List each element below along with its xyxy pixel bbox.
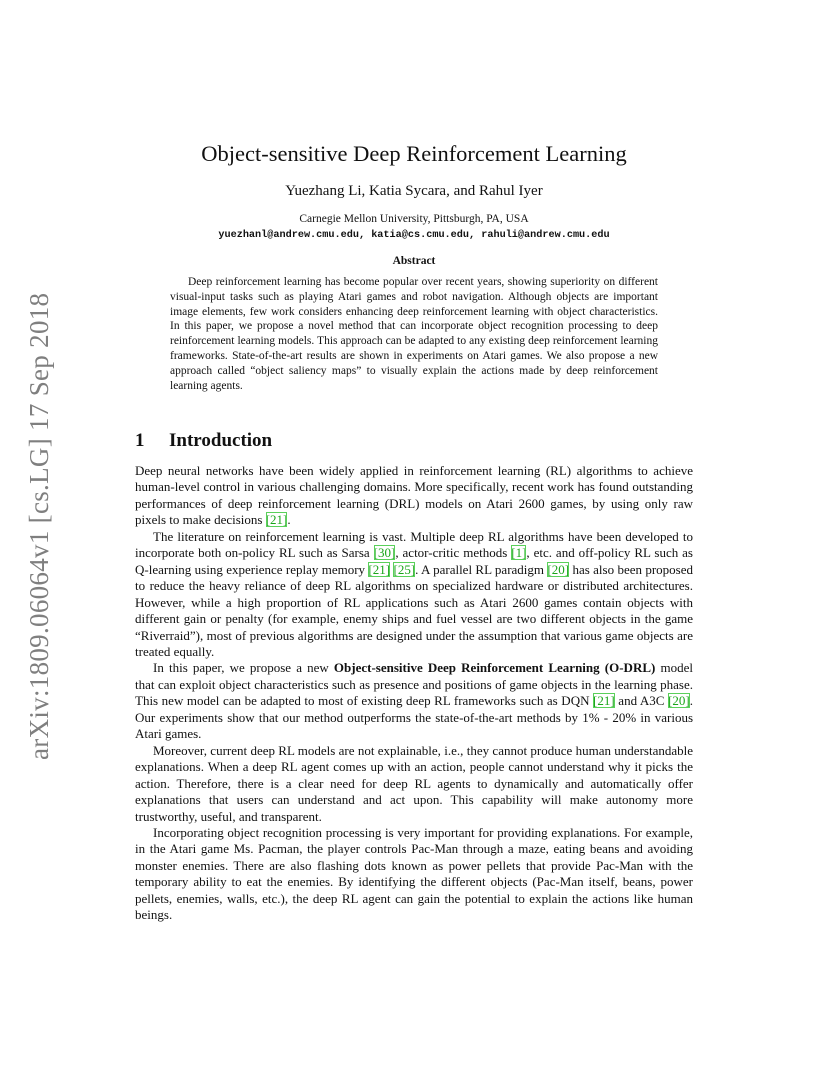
citation-link[interactable]: [ 30 ] bbox=[374, 545, 396, 560]
paper-title: Object-sensitive Deep Reinforcement Learning bbox=[201, 141, 627, 166]
body-text bbox=[135, 463, 693, 924]
abstract-heading: Abstract bbox=[392, 255, 436, 267]
citation-link[interactable]: [ 21 ] bbox=[593, 693, 615, 708]
paragraph-5: Incorporating object recognition processing is very important for providing explanations. For example, in the Atari game Ms. Pacman, the player controls Pac-Man through a maze, eating beans and avoiding monster enemies. There are also flashing dots known as power pellets that provide Pac-Man with the temporary ability to eat the enemies. By identifying the different objects (Pac-Man itself, beans, power pellets, enemies, walls, etc.), the deep RL agent can gain the potential to explain the actions like human beings. bbox=[135, 824, 693, 923]
text-run: , actor-critic methods bbox=[395, 545, 512, 561]
citation-link[interactable]: [ 25 ] bbox=[393, 562, 415, 577]
citation-link[interactable]: [ 21 ] bbox=[266, 512, 288, 527]
text-run: Deep neural networks have been widely applied in reinforcement learning (RL) algorithms to achieve human-level control in various challenging domains. More specifically, recent work has found outstanding performances of deep reinforcement learning (DRL) models on Atari 2600 games, by using only raw pixels to make decisions bbox=[135, 463, 693, 528]
text-run: , etc. and off-policy RL such as Q-learning using experience replay memory bbox=[135, 545, 693, 577]
text-run: The literature on reinforcement learning is vast. Multiple deep RL algorithms have been developed to incorporate both on-policy RL such as Sarsa bbox=[135, 528, 693, 561]
paragraph-1 bbox=[135, 463, 693, 529]
citation-link[interactable]: [ 1 ] bbox=[511, 545, 526, 560]
arxiv-identifier-text: arXiv:1809.06064v1 [cs.LG] 17 Sep 2018 bbox=[24, 292, 54, 760]
section-title: Introduction bbox=[169, 430, 273, 451]
text-run: . A parallel RL paradigm bbox=[415, 561, 548, 577]
model-name-bold: Object-sensitive Deep Reinforcement Learning (O-DRL) bbox=[333, 660, 656, 676]
text-run: model that can exploit object characteristics such as presence and positions of game objects in the learning phase. This new model can be adapted to most of existing deep RL frameworks such as DQN bbox=[135, 660, 693, 709]
abstract-text: Deep reinforcement learning has become popular over recent years, showing superiority on different visual-input tasks such as playing Atari games and robot navigation. Although objects are important image elements, few work considers enhancing deep reinforcement learning with object characteristics. In this paper, we propose a novel method that can incorporate object recognition processing to deep reinforcement learning models. This approach can be adapted to any existing deep reinforcement learning frameworks. State-of-the-art results are shown in experiments on Atari games. We also propose a new approach called “object saliency maps” to visually explain the actions made by deep reinforcement learning agents. bbox=[170, 276, 658, 392]
author-emails: yuezhanl@andrew.cmu.edu, katia@cs.cmu.edu, rahuli@andrew.cmu.edu bbox=[218, 230, 610, 241]
citation-link[interactable]: [ 20 ] bbox=[547, 562, 569, 577]
section-heading bbox=[135, 430, 272, 452]
arxiv-identifier bbox=[18, 290, 58, 760]
paragraph-3 bbox=[135, 660, 693, 742]
text-run: In this paper, we propose a new bbox=[153, 660, 334, 676]
affiliation: Carnegie Mellon University, Pittsburgh, PA, USA bbox=[299, 213, 529, 225]
text-run: . Our experiments show that our method outperforms the state-of-the-art methods by 1% - 20% in various Atari games. bbox=[135, 693, 693, 742]
citation-link[interactable]: [ 20 ] bbox=[668, 693, 690, 708]
paragraph-4: Moreover, current deep RL models are not explainable, i.e., they cannot produce human understandable explanations. When a deep RL agent comes up with an action, people cannot understand why it picks the action. Therefore, there is a clear need for deep RL agents to dynamically and automatically offer explanations that users can understand and act upon. This capability will make autonomy more trustworthy, useful, and transparent. bbox=[135, 742, 693, 824]
text-run: has also been proposed to reduce the heavy reliance of deep RL algorithms on specialized hardware or distributed architectures. However, while a high proportion of RL applications such as Atari 2600 games contain objects with different gain or penalty (for example, enemy ships and fuel vessel are two different objects in the game “Riverraid”), most of previous algorithms are designed under the assumption that various game objects are treated equally. bbox=[135, 561, 694, 659]
author-list: Yuezhang Li, Katia Sycara, and Rahul Iyer bbox=[285, 183, 543, 199]
text-run: and A3C bbox=[614, 693, 669, 709]
text-run: . bbox=[287, 512, 291, 528]
citation-link[interactable]: [ 21 ] bbox=[368, 562, 390, 577]
section-number: 1 bbox=[135, 430, 145, 451]
paragraph-2 bbox=[135, 529, 693, 661]
